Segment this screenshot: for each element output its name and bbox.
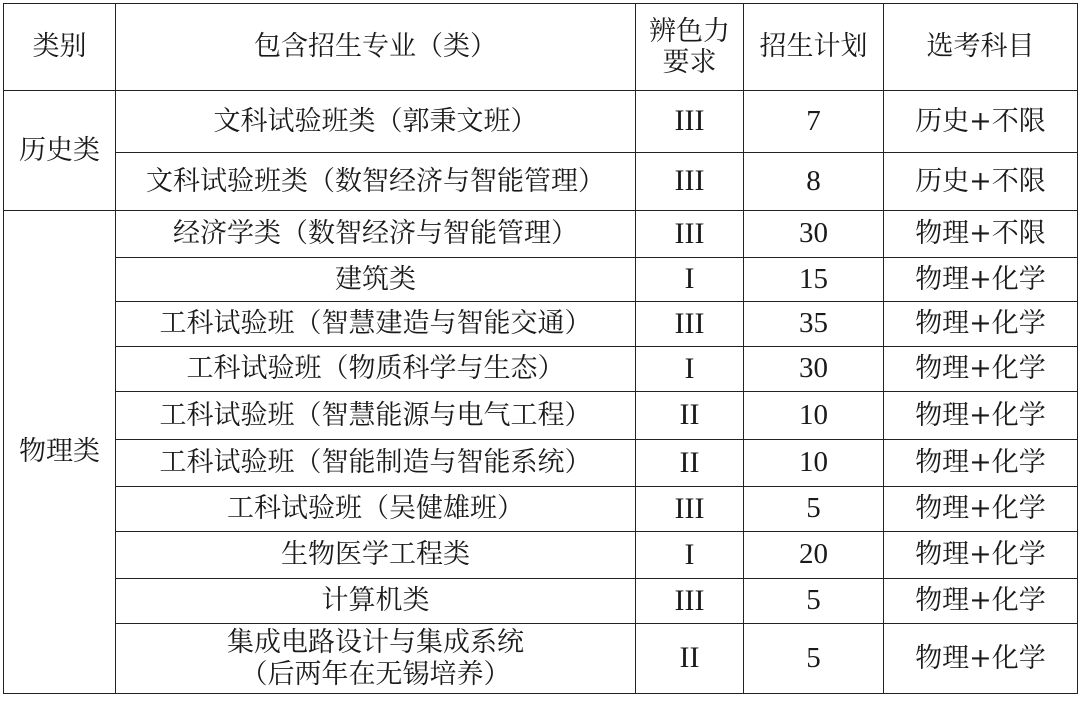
header-row <box>4 4 1078 91</box>
group-name-physics: 物理类 <box>4 211 116 694</box>
color-requirement-cell: I <box>636 347 744 392</box>
table-row <box>4 392 1078 440</box>
table-row <box>4 91 1078 153</box>
major-cell <box>116 624 636 694</box>
color-requirement-cell: III <box>636 211 744 258</box>
header-color-line2: 要求 <box>662 47 717 78</box>
subjects-cell: 物理+化学 <box>884 532 1078 579</box>
table-row <box>4 579 1078 624</box>
table-row <box>4 440 1078 487</box>
major-cell: 工科试验班（智能制造与智能系统） <box>116 440 636 487</box>
table-row <box>4 211 1078 258</box>
header-subjects: 选考科目 <box>884 4 1078 91</box>
color-requirement-cell: III <box>636 302 744 347</box>
plan-cell: 10 <box>744 392 884 440</box>
color-requirement-cell: II <box>636 440 744 487</box>
major-cell: 文科试验班类（郭秉文班） <box>116 91 636 153</box>
color-requirement-cell: I <box>636 258 744 302</box>
plan-cell: 15 <box>744 258 884 302</box>
plan-cell: 7 <box>744 91 884 153</box>
plan-cell: 10 <box>744 440 884 487</box>
major-cell: 建筑类 <box>116 258 636 302</box>
subjects-cell: 物理+化学 <box>884 347 1078 392</box>
subjects-cell: 物理+化学 <box>884 258 1078 302</box>
color-requirement-cell: II <box>636 392 744 440</box>
major-cell: 工科试验班（智慧建造与智能交通） <box>116 302 636 347</box>
subjects-cell: 物理+不限 <box>884 211 1078 258</box>
table-row <box>4 153 1078 211</box>
subjects-cell: 物理+化学 <box>884 579 1078 624</box>
table-row <box>4 302 1078 347</box>
admission-plan-table <box>3 3 1078 694</box>
color-requirement-cell: I <box>636 532 744 579</box>
plan-cell: 35 <box>744 302 884 347</box>
subjects-cell: 物理+化学 <box>884 440 1078 487</box>
plan-cell: 30 <box>744 211 884 258</box>
subjects-cell: 历史+不限 <box>884 153 1078 211</box>
subjects-cell: 物理+化学 <box>884 392 1078 440</box>
plan-cell: 5 <box>744 487 884 532</box>
header-plan: 招生计划 <box>744 4 884 91</box>
table-row <box>4 624 1078 694</box>
header-category: 类别 <box>4 4 116 91</box>
table-row <box>4 487 1078 532</box>
major-cell: 工科试验班（智慧能源与电气工程） <box>116 392 636 440</box>
subjects-cell: 物理+化学 <box>884 624 1078 694</box>
color-requirement-cell: II <box>636 624 744 694</box>
group-name-history: 历史类 <box>4 91 116 211</box>
header-color-line1: 辨色力 <box>649 15 730 47</box>
major-line2: （后两年在无锡培养） <box>240 658 511 690</box>
color-requirement-cell: III <box>636 487 744 532</box>
plan-cell: 5 <box>744 624 884 694</box>
subjects-cell: 历史+不限 <box>884 91 1078 153</box>
plan-cell: 5 <box>744 579 884 624</box>
major-cell: 生物医学工程类 <box>116 532 636 579</box>
header-color-requirement <box>636 4 744 91</box>
major-cell: 文科试验班类（数智经济与智能管理） <box>116 153 636 211</box>
subjects-cell: 物理+化学 <box>884 302 1078 347</box>
major-cell: 工科试验班（物质科学与生态） <box>116 347 636 392</box>
major-cell: 工科试验班（吴健雄班） <box>116 487 636 532</box>
table-row <box>4 258 1078 302</box>
major-line1: 集成电路设计与集成系统 <box>227 627 524 659</box>
plan-cell: 20 <box>744 532 884 579</box>
subjects-cell: 物理+化学 <box>884 487 1078 532</box>
plan-cell: 8 <box>744 153 884 211</box>
color-requirement-cell: III <box>636 579 744 624</box>
color-requirement-cell: III <box>636 91 744 153</box>
major-cell: 经济学类（数智经济与智能管理） <box>116 211 636 258</box>
plan-cell: 30 <box>744 347 884 392</box>
major-cell: 计算机类 <box>116 579 636 624</box>
table-row <box>4 532 1078 579</box>
color-requirement-cell: III <box>636 153 744 211</box>
header-majors: 包含招生专业（类） <box>116 4 636 91</box>
table-row <box>4 347 1078 392</box>
